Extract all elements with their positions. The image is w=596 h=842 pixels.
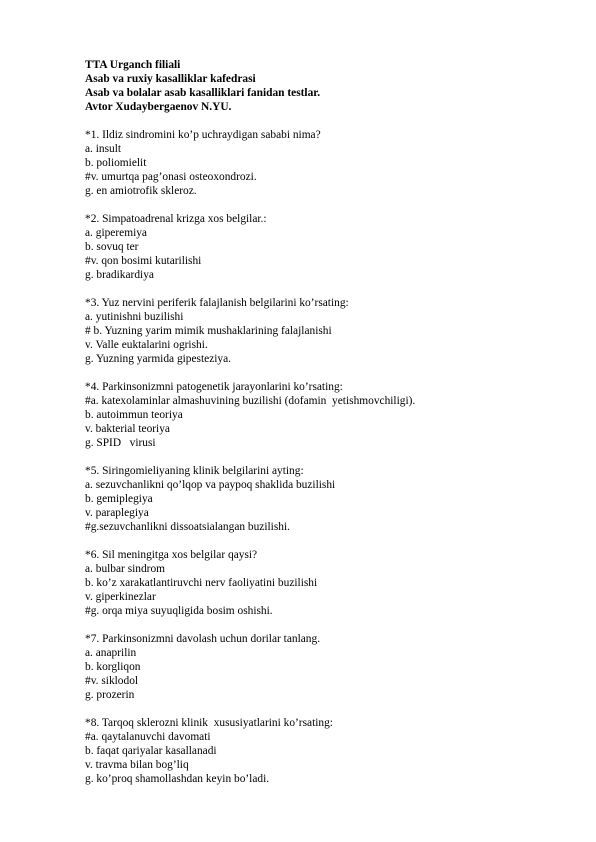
answer-option-correct: #g. orqa miya suyuqligida bosim oshishi. (85, 605, 273, 617)
answer-option: v. travma bilan bog’liq (85, 759, 189, 771)
answer-option: b. poliomielit (85, 157, 147, 169)
header-institution: TTA Urganch filiali (85, 59, 181, 71)
question-text: *2. Simpatoadrenal krizga xos belgilar.: (85, 213, 267, 225)
question-text: *3. Yuz nervini periferik falajlanish belgilarini ko’rsating: (85, 297, 349, 309)
question-text: *6. Sil meningitga xos belgilar qaysi? (85, 549, 258, 561)
answer-option-correct: #a. qaytalanuvchi davomati (85, 731, 211, 743)
answer-option: v. paraplegiya (85, 507, 149, 519)
answer-option: b. faqat qariyalar kasallanadi (85, 745, 217, 757)
answer-option: g. en amiotrofik skleroz. (85, 185, 197, 197)
answer-option: g. bradikardiya (85, 269, 154, 281)
answer-option: b. korgliqon (85, 661, 141, 673)
answer-option: a. giperemiya (85, 227, 147, 239)
question-block-4 (85, 380, 555, 450)
answer-option: b. autoimmun teoriya (85, 409, 183, 421)
header-department: Asab va ruxiy kasalliklar kafedrasi (85, 73, 256, 85)
question-text: *5. Siringomieliyaning klinik belgilarini ayting: (85, 465, 304, 477)
answer-option: a. insult (85, 143, 122, 155)
answer-option: b. ko’z xarakatlantiruvchi nerv faoliyatini buzilishi (85, 577, 318, 589)
answer-option: g. Yuzning yarmida gipesteziya. (85, 353, 232, 365)
question-text: *8. Tarqoq sklerozni klinik xususiyatlarini ko’rsating: (85, 717, 333, 729)
question-text: *1. Ildiz sindromini ko’p uchraydigan sababi nima? (85, 129, 321, 141)
question-block-3 (85, 296, 555, 366)
answer-option: v. bakterial teoriya (85, 423, 170, 435)
answer-option: g. ko’proq shamollashdan keyin bo’ladi. (85, 773, 270, 785)
document-header (85, 58, 555, 114)
question-block-7 (85, 632, 555, 702)
answer-option-correct: #v. qon bosimi kutarilishi (85, 255, 202, 267)
header-subject: Asab va bolalar asab kasalliklari fanidan testlar. (85, 87, 321, 99)
question-block-6 (85, 548, 555, 618)
header-author: Avtor Xudaybergaenov N.YU. (85, 101, 232, 113)
answer-option: v. giperkinezlar (85, 591, 156, 603)
answer-option: b. gemiplegiya (85, 493, 153, 505)
question-text: *7. Parkinsonizmni davolash uchun dorilar tanlang. (85, 633, 321, 645)
answer-option: v. Valle euktalarini ogrishi. (85, 339, 208, 351)
answer-option: a. yutinishni buzilishi (85, 311, 184, 323)
answer-option: a. sezuvchanlikni qo’lqop va paypoq shaklida buzilishi (85, 479, 336, 491)
question-block-5 (85, 464, 555, 534)
answer-option: a. bulbar sindrom (85, 563, 166, 575)
question-block-8 (85, 716, 555, 786)
question-block-1 (85, 128, 555, 198)
answer-option-correct: #v. umurtqa pag’onasi osteoxondrozi. (85, 171, 257, 183)
answer-option-correct: #g.sezuvchanlikni dissoatsialangan buzilishi. (85, 521, 290, 533)
answer-option: g. SPID virusi (85, 437, 156, 449)
answer-option-correct: # b. Yuzning yarim mimik mushaklarining falajlanishi (85, 325, 332, 337)
question-text: *4. Parkinsonizmni patogenetik jarayonlarini ko’rsating: (85, 381, 343, 393)
answer-option-correct: #a. katexolaminlar almashuvining buzilishi (dofamin yetishmovchiligi). (85, 395, 416, 407)
answer-option: a. anaprilin (85, 647, 137, 659)
answer-option: g. prozerin (85, 689, 135, 701)
answer-option: b. sovuq ter (85, 241, 139, 253)
answer-option-correct: #v. siklodol (85, 675, 139, 687)
document-content (85, 58, 555, 786)
question-block-2 (85, 212, 555, 282)
